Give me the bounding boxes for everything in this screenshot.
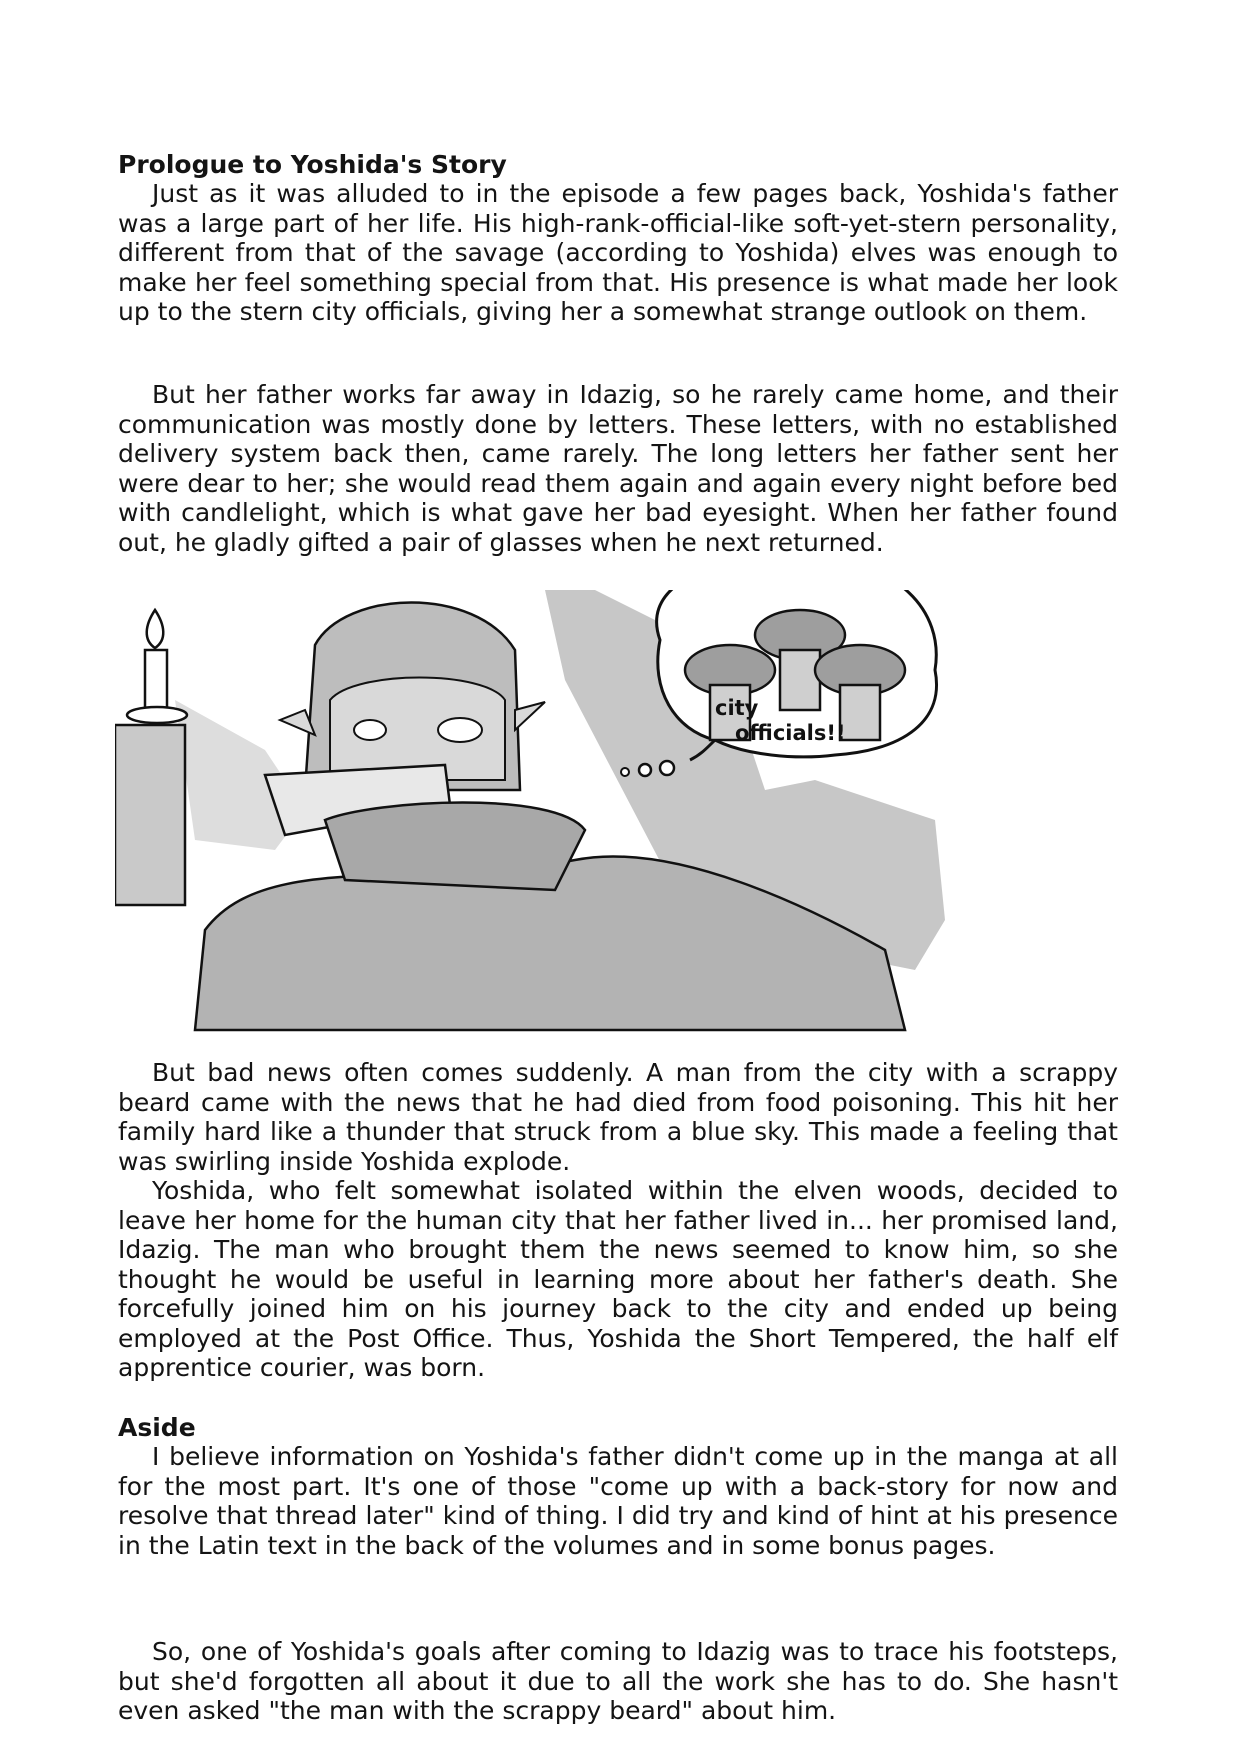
bad-news-section xyxy=(118,1058,1118,1176)
paragraph: So, one of Yoshida's goals after coming to Idazig was to trace his footsteps, but she'd forgotten all about it due to all the work she has to do. She hasn't even asked "the man with the scrappy beard" about him. xyxy=(118,1637,1118,1725)
paragraph: I believe information on Yoshida's father didn't come up in the manga at all for the most part. It's one of those "come up with a back-story for now and resolve that thread later" kind of thing. I did try and kind of hint at his presence in the Latin text in the back of the volumes and in some bonus pages. xyxy=(118,1442,1118,1560)
yoshida-reading-illustration xyxy=(115,590,1015,1045)
aside-section xyxy=(118,1413,1118,1560)
prologue-section xyxy=(118,150,1118,327)
letters-section xyxy=(118,380,1118,557)
paragraph: But her father works far away in Idazig, so he rarely came home, and their communication was mostly done by letters. These letters, with no established delivery system back then, came rarely. The long letters her father sent her were dear to her; she would read them again and again every night before bed with candlelight, which is what gave her bad eyesight. When her father found out, he gladly gifted a pair of glasses when he next returned. xyxy=(118,380,1118,557)
bubble-line-2: officials!! xyxy=(735,721,846,745)
bubble-line-1: city xyxy=(715,696,759,720)
paragraph: But bad news often comes suddenly. A man from the city with a scrappy beard came with the news that he had died from food poisoning. This hit her family hard like a thunder that struck from a blue sky. This made a feeling that was swirling inside Yoshida explode. xyxy=(118,1058,1118,1176)
paragraph: Just as it was alluded to in the episode a few pages back, Yoshida's father was a large part of her life. His high-rank-official-like soft-yet-stern personality, different from that of the savage (according to Yoshida) elves was enough to make her feel something special from that. His presence is what made her look up to the stern city officials, giving her a somewhat strange outlook on them. xyxy=(118,179,1118,326)
paragraph: Yoshida, who felt somewhat isolated within the elven woods, decided to leave her home for the human city that her father lived in... her promised land, Idazig. The man who brought them the news seemed to know him, so she thought he would be useful in learning more about her father's death. She forcefully joined him on his journey back to the city and ended up being employed at the Post Office. Thus, Yoshida the Short Tempered, the half elf apprentice courier, was born. xyxy=(118,1176,1118,1382)
section-heading: Aside xyxy=(118,1413,196,1442)
journey-section xyxy=(118,1176,1118,1383)
candle xyxy=(115,610,187,905)
goals-section xyxy=(118,1637,1118,1726)
section-heading: Prologue to Yoshida's Story xyxy=(118,150,507,179)
